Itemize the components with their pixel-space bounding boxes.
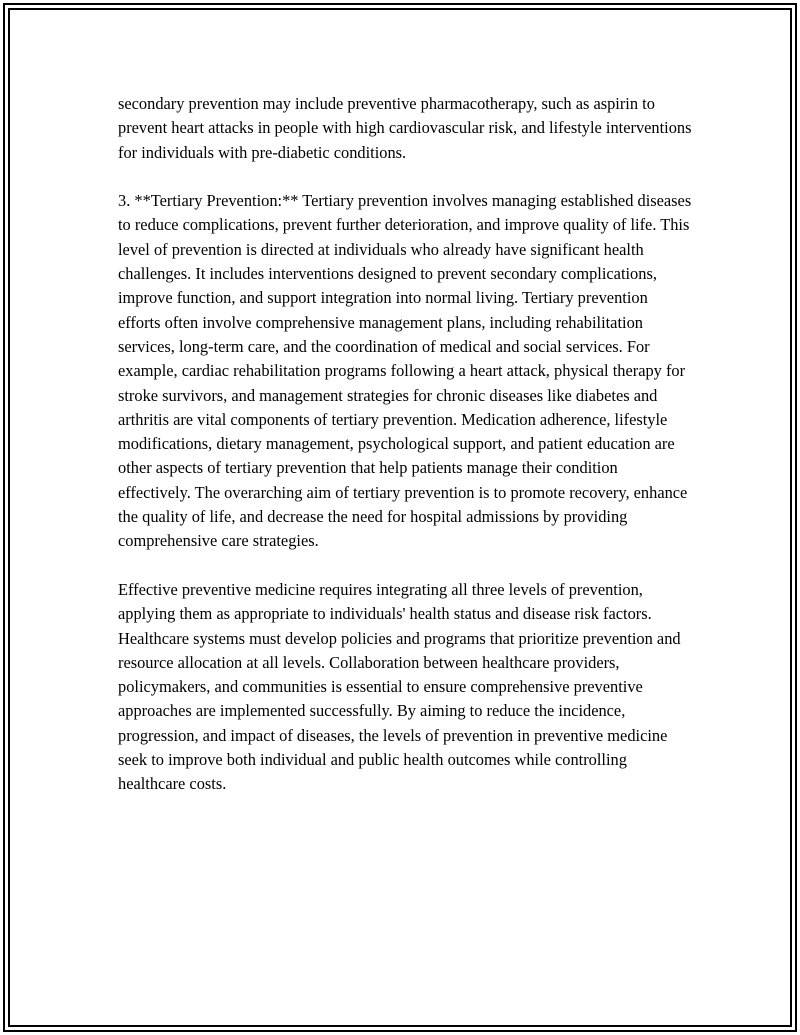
document-body xyxy=(118,92,693,821)
paragraph-conclusion: Effective preventive medicine requires integrating all three levels of prevention, applying them as appropriate to individuals' health status and disease risk factors. Healthcare systems must develop policies and programs that prioritize prevention and resource allocation at all levels. Collaboration between healthcare providers, policymakers, and communities is essential to ensure comprehensive preventive approaches are implemented successfully. By aiming to reduce the incidence, progression, and impact of diseases, the levels of prevention in preventive medicine seek to improve both individual and public health outcomes while controlling healthcare costs. xyxy=(118,579,681,794)
paragraph-secondary-prevention-continued: secondary prevention may include preventive pharmacotherapy, such as aspirin to prevent heart attacks in people with high cardiovascular risk, and lifestyle interventions for individuals with pre-diabetic conditions. xyxy=(118,94,692,162)
paragraph-tertiary-prevention: 3. **Tertiary Prevention:** Tertiary prevention involves managing established diseases to reduce complications, prevent further deterioration, and improve quality of life. This level of prevention is directed at individuals who already have significant health challenges. It includes interventions designed to prevent secondary complications, improve function, and support integration into normal living. Tertiary prevention efforts often involve comprehensive management plans, including rehabilitation services, long-term care, and the coordination of medical and social services. For example, cardiac rehabilitation programs following a heart attack, physical therapy for stroke survivors, and management strategies for chronic diseases like diabetes and arthritis are vital components of tertiary prevention. Medication adherence, lifestyle modifications, dietary management, psychological support, and patient education are other aspects of tertiary prevention that help patients manage their condition effectively. The overarching aim of tertiary prevention is to promote recovery, enhance the quality of life, and decrease the need for hospital admissions by providing comprehensive care strategies. xyxy=(118,191,692,551)
